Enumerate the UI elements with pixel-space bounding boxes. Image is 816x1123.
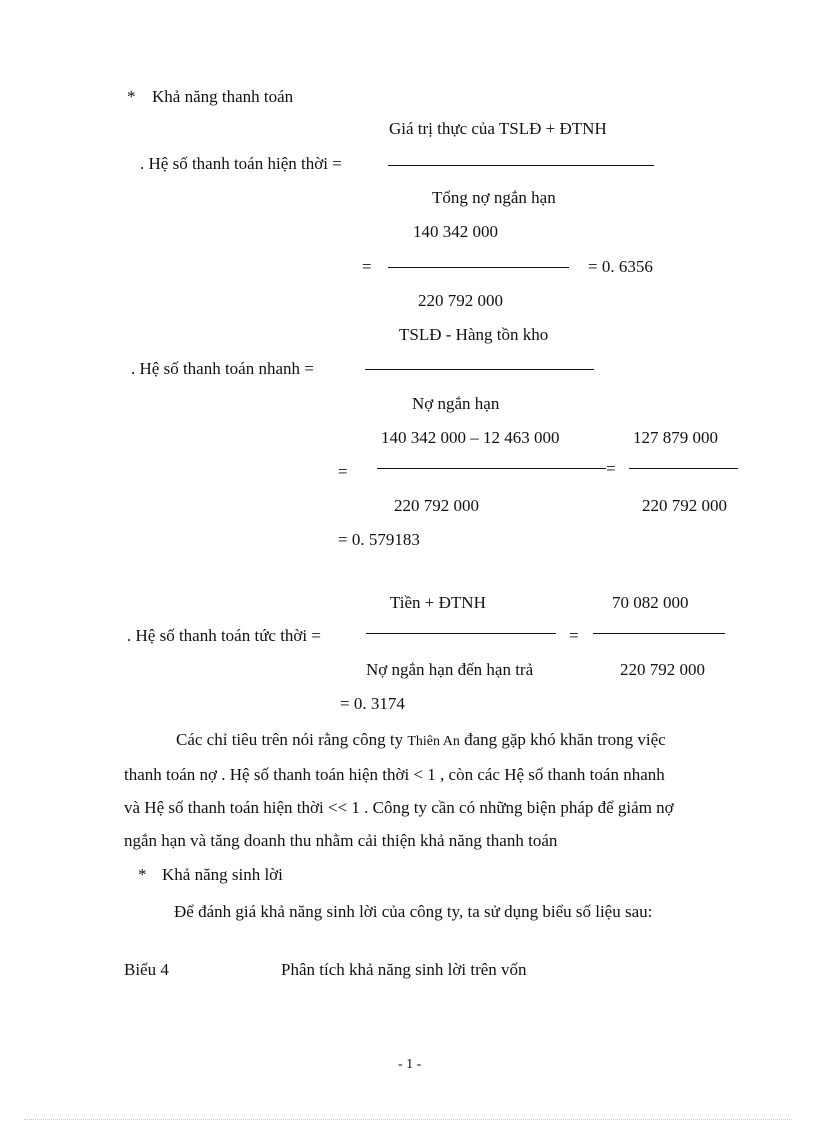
fraction-line [388,267,569,268]
current-ratio-label: . Hệ số thanh toán hiện thời = [140,154,342,173]
paragraph-line-2: thanh toán nợ . Hệ số thanh toán hiện thời < 1 , còn các Hệ số thanh toán nhanh [124,765,665,784]
quick-ratio-calc-denominator: 220 792 000 [394,496,479,515]
paragraph-line-1-end: đang gặp khó khăn trong việc [459,730,666,749]
equals-sign: = [338,462,348,481]
quick-ratio-denominator: Nợ ngắn hạn [412,394,500,413]
section-heading-profitability: Khả năng sinh lời [162,865,283,884]
instant-ratio-numerator: Tiền + ĐTNH [390,593,486,612]
fraction-line [366,633,556,634]
quick-ratio-label: . Hệ số thanh toán nhanh = [131,359,314,378]
fraction-line [377,468,606,469]
quick-ratio-result: = 0. 579183 [338,530,420,549]
company-name: Thiên An [407,734,460,749]
bullet-marker: * [138,865,147,884]
fraction-line [629,468,738,469]
quick-ratio-calc-denominator-simplified: 220 792 000 [642,496,727,515]
paragraph-line-1-start: Các chỉ tiêu trên nói rằng công ty [176,730,408,749]
instant-ratio-result: = 0. 3174 [340,694,405,713]
current-ratio-calc-numerator: 140 342 000 [413,222,498,241]
fraction-line [388,165,654,166]
page-number: - 1 - [398,1057,422,1072]
quick-ratio-numerator: TSLĐ - Hàng tồn kho [399,325,549,344]
equals-sign: = [606,459,616,478]
bullet-marker: * [127,87,136,106]
instant-ratio-denominator: Nợ ngắn hạn đến hạn trả [366,660,534,679]
paragraph-line-3: và Hệ số thanh toán hiện thời << 1 . Công ty cần có những biện pháp để giảm nợ [124,798,674,817]
current-ratio-result: = 0. 6356 [588,257,653,276]
quick-ratio-calc-numerator: 140 342 000 – 12 463 000 [381,428,560,447]
current-ratio-calc-denominator: 220 792 000 [418,291,503,310]
paragraph-line-1 [176,731,666,749]
quick-ratio-calc-numerator-simplified: 127 879 000 [633,428,718,447]
instant-ratio-label: . Hệ số thanh toán tức thời = [127,626,321,645]
current-ratio-denominator: Tổng nợ ngắn hạn [432,188,556,207]
fraction-line [593,633,725,634]
instant-ratio-numerator-value: 70 082 000 [612,593,689,612]
current-ratio-numerator: Giá trị thực của TSLĐ + ĐTNH [389,119,607,138]
table-label: Biểu 4 [124,960,169,979]
page-bottom-border [24,1119,792,1120]
instant-ratio-denominator-value: 220 792 000 [620,660,705,679]
fraction-line [365,369,594,370]
table-title: Phân tích khả năng sinh lời trên vốn [281,960,527,979]
section-heading-liquidity: Khả năng thanh toán [152,87,294,106]
equals-sign: = [569,626,579,645]
paragraph-line-4: ngắn hạn và tăng doanh thu nhằm cải thiện khả năng thanh toán [124,831,558,850]
profitability-intro: Để đánh giá khả năng sinh lời của công ty, ta sử dụng biểu số liệu sau: [174,902,653,921]
equals-sign: = [362,257,372,276]
